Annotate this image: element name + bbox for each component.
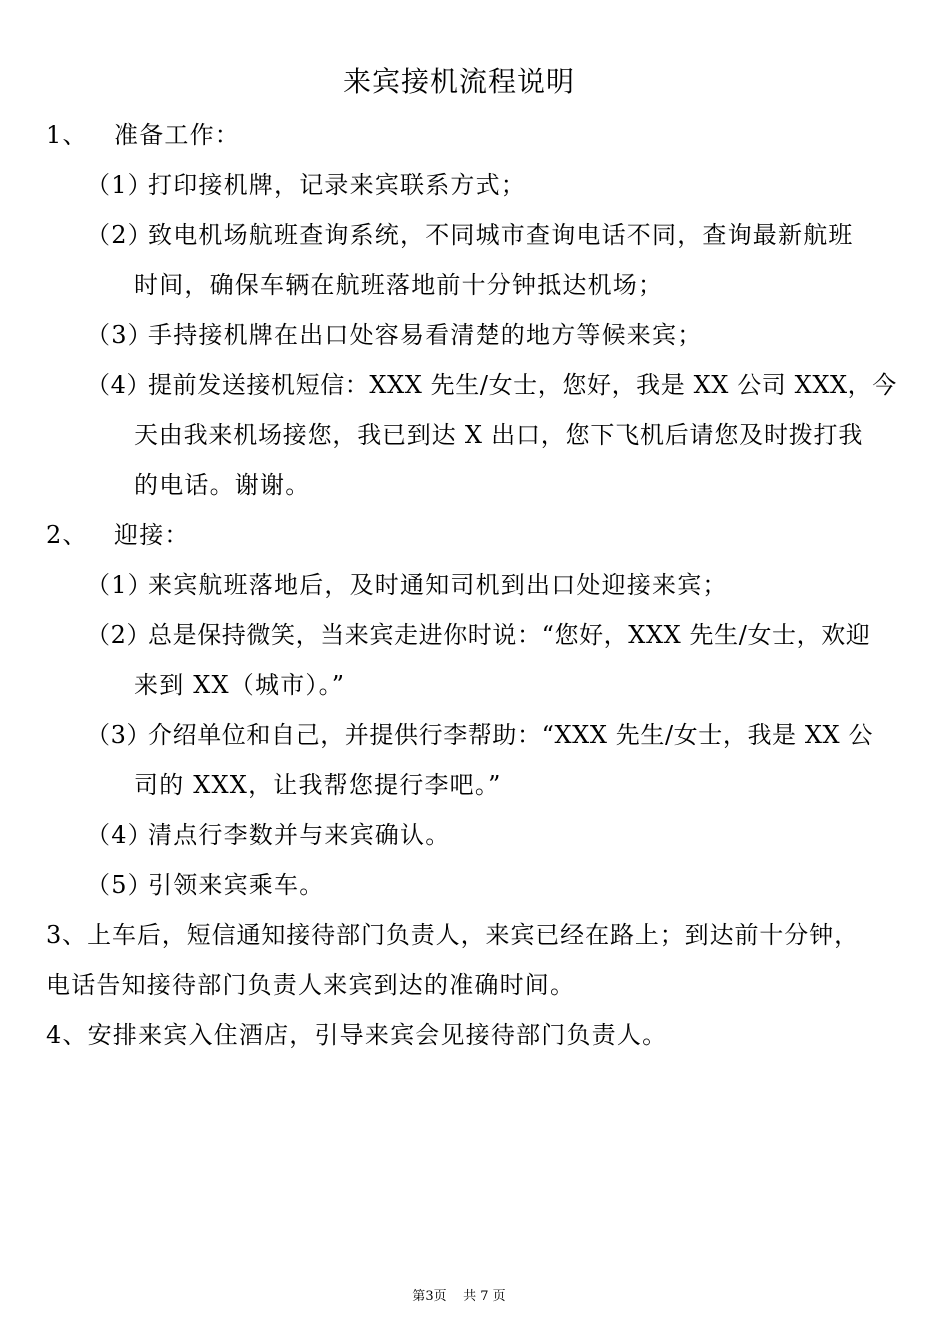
footer-current-page: 3 [425, 1289, 434, 1304]
list-item-2-4 [86, 818, 450, 852]
step-4-line: 4、安排来宾入住酒店，引导来宾会见接待部门负责人。 [46, 1021, 668, 1049]
list-item-1-4-cont: 天由我来机场接您，我已到达 X 出口，您下飞机后请您及时拨打我 [134, 421, 864, 449]
item-text: 清点行李数并与来宾确认。 [148, 821, 451, 849]
item-text: 总是保持微笑，当来宾走进你时说：“您好，XXX 先生/女士，欢迎 [148, 621, 871, 649]
footer-total-pages: 7 [480, 1289, 489, 1304]
item-text: 提前发送接机短信：XXX 先生/女士，您好，我是 XX 公司 XXX，今 [148, 371, 897, 399]
item-number: （3） [86, 321, 153, 349]
item-text: 手持接机牌在出口处容易看清楚的地方等候来宾； [148, 321, 703, 349]
step-3-line-2: 电话告知接待部门负责人来宾到达的准确时间。 [46, 971, 576, 999]
list-item-2-2-cont: 来到 XX（城市）。” [134, 671, 346, 699]
section-1-heading [46, 118, 240, 152]
item-number: （3） [86, 721, 152, 749]
list-item-1-4 [86, 368, 897, 402]
list-item-2-2 [86, 618, 870, 652]
section-2-heading [46, 518, 190, 552]
item-text: 来宾航班落地后，及时通知司机到出口处迎接来宾； [148, 571, 728, 599]
document-title: 来宾接机流程说明 [342, 65, 575, 98]
list-item-2-3-cont: 司的 XXX，让我帮您提行李吧。” [134, 771, 502, 799]
item-number: （2） [86, 221, 153, 249]
footer-mid: 页 共 [433, 1289, 481, 1304]
section-heading-text: 准备工作： [114, 121, 240, 149]
page-footer [0, 1288, 918, 1306]
list-item-1-4-cont2: 的电话。谢谢。 [134, 471, 311, 499]
item-number: （1） [86, 571, 153, 599]
list-item-2-5 [86, 868, 324, 902]
item-number: （4） [86, 371, 152, 399]
list-item-2-3 [86, 718, 873, 752]
item-number: （5） [86, 871, 153, 899]
item-number: （1） [86, 171, 153, 199]
list-item-2-1 [86, 568, 728, 602]
footer-prefix: 第 [412, 1289, 426, 1304]
section-number: 2、 [46, 521, 88, 549]
list-item-1-1 [86, 168, 526, 202]
section-heading-text: 迎接： [114, 521, 190, 549]
item-text: 介绍单位和自己，并提供行李帮助：“XXX 先生/女士，我是 XX 公 [148, 721, 874, 749]
section-number: 1、 [46, 121, 88, 149]
list-item-1-2 [86, 218, 854, 252]
list-item-1-2-cont: 时间，确保车辆在航班落地前十分钟抵达机场； [134, 271, 664, 299]
footer-suffix: 页 [488, 1289, 506, 1304]
step-3-line-1: 3、上车后，短信通知接待部门负责人，来宾已经在路上；到达前十分钟， [46, 921, 859, 949]
item-text: 打印接机牌，记录来宾联系方式； [148, 171, 526, 199]
item-number: （4） [86, 821, 153, 849]
item-text: 引领来宾乘车。 [148, 871, 325, 899]
item-text: 致电机场航班查询系统，不同城市查询电话不同，查询最新航班 [148, 221, 854, 249]
list-item-1-3 [86, 318, 702, 352]
item-number: （2） [86, 621, 152, 649]
